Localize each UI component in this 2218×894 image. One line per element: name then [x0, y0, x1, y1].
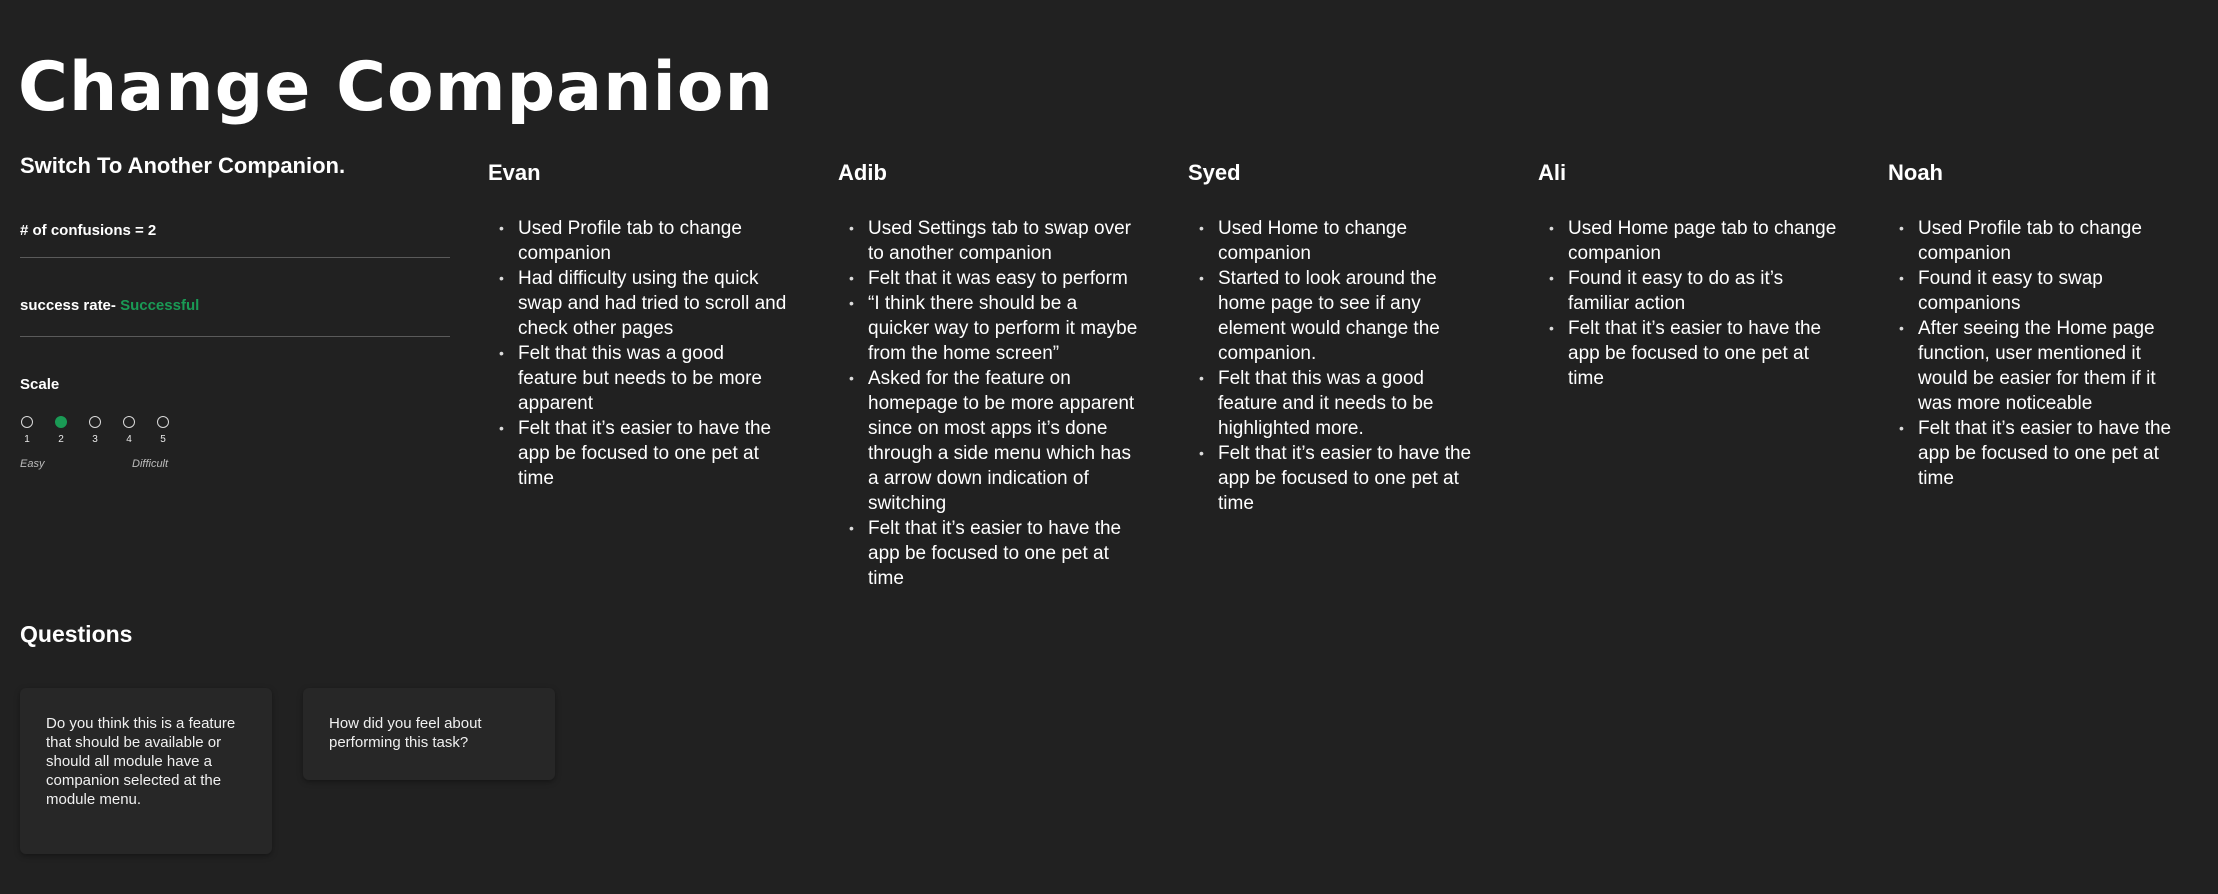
radio-selected-icon [55, 416, 67, 428]
scale-easy-label: Easy [20, 458, 45, 470]
participant-evan [488, 159, 788, 491]
note-item [1888, 266, 2188, 316]
bullet-icon: • [1199, 220, 1204, 236]
participant-noah [1888, 159, 2188, 491]
bullet-icon: • [499, 420, 504, 436]
bullet-icon: • [849, 220, 854, 236]
bullet-icon: • [1899, 420, 1904, 436]
question-card: Do you think this is a feature that should be available or should all module have a companion selected at the module menu. [20, 688, 272, 854]
notes-list [1538, 216, 1838, 391]
scale-difficult-label: Difficult [132, 458, 169, 470]
bullet-icon: • [499, 220, 504, 236]
note-item [1188, 366, 1488, 441]
participant-name: Noah [1888, 160, 1943, 185]
notes-list [838, 216, 1138, 591]
task-subtitle: Switch To Another Companion. [20, 153, 346, 178]
scale-option-4[interactable] [122, 416, 136, 446]
note-text: “I think there should be a quicker way to perform it maybe from the home screen” [868, 293, 1138, 364]
note-text: Felt that it’s easier to have the app be focused to one pet at time [1568, 318, 1822, 389]
note-text: Asked for the feature on homepage to be more apparent since on most apps it’s done through a side menu which has a arrow down indication of switching [868, 368, 1135, 514]
bullet-icon: • [1549, 220, 1554, 236]
bullet-icon: • [849, 370, 854, 386]
difficulty-scale [20, 416, 180, 450]
note-text: After seeing the Home page function, user mentioned it would be easier for them if it was more noticeable [1918, 318, 2156, 414]
note-item [488, 341, 788, 416]
scale-option-1[interactable] [20, 416, 34, 446]
bullet-icon: • [1199, 445, 1204, 461]
note-text: Used Settings tab to swap over to another companion [868, 218, 1131, 264]
note-item [1888, 216, 2188, 266]
note-text: Had difficulty using the quick swap and had tried to scroll and check other pages [518, 268, 787, 339]
note-item [488, 266, 788, 341]
scale-option-2[interactable] [54, 416, 68, 446]
notes-list [1188, 216, 1488, 516]
participant-syed [1188, 159, 1488, 516]
scale-option-label: 3 [92, 434, 98, 445]
question-card: How did you feel about performing this task? [303, 688, 555, 780]
note-text: Found it easy to swap companions [1918, 268, 2103, 314]
bullet-icon: • [1199, 370, 1204, 386]
divider [20, 336, 450, 337]
note-item [838, 291, 1138, 366]
note-text: Used Profile tab to change companion [518, 218, 742, 264]
note-item [1538, 316, 1838, 391]
radio-icon [157, 416, 169, 428]
note-item [838, 366, 1138, 516]
success-rate-value: Successful [120, 297, 200, 314]
note-text: Used Profile tab to change companion [1918, 218, 2142, 264]
note-text: Felt that it’s easier to have the app be focused to one pet at time [868, 518, 1122, 589]
note-item [488, 416, 788, 491]
radio-icon [21, 416, 33, 428]
success-rate-label: success rate- [20, 297, 121, 314]
note-item [488, 216, 788, 266]
bullet-icon: • [499, 270, 504, 286]
note-text: Found it easy to do as it’s familiar action [1568, 268, 1784, 314]
radio-icon [89, 416, 101, 428]
note-item [1538, 216, 1838, 266]
page-title: Change Companion [18, 48, 774, 127]
scale-option-5[interactable] [156, 416, 170, 446]
bullet-icon: • [1549, 270, 1554, 286]
participant-name: Adib [838, 160, 887, 185]
note-item [1188, 441, 1488, 516]
scale-option-label: 2 [58, 434, 64, 445]
note-item [1538, 266, 1838, 316]
participant-name: Syed [1188, 160, 1241, 185]
note-text: Felt that it’s easier to have the app be focused to one pet at time [1218, 443, 1472, 514]
bullet-icon: • [1899, 320, 1904, 336]
note-item [1188, 216, 1488, 266]
participant-name: Ali [1538, 160, 1567, 185]
note-text: Used Home page tab to change companion [1568, 218, 1837, 264]
note-text: Felt that it was easy to perform [868, 268, 1128, 289]
bullet-icon: • [1899, 270, 1904, 286]
bullet-icon: • [1549, 320, 1554, 336]
divider [20, 257, 450, 258]
note-text: Used Home to change companion [1218, 218, 1408, 264]
scale-option-label: 5 [160, 434, 166, 445]
participant-adib [838, 159, 1138, 591]
notes-list [1888, 216, 2188, 491]
scale-option-3[interactable] [88, 416, 102, 446]
confusions-count: # of confusions = 2 [20, 222, 157, 239]
bullet-icon: • [1199, 270, 1204, 286]
note-text: Felt that this was a good feature but needs to be more apparent [518, 343, 762, 414]
scale-option-label: 1 [24, 434, 30, 445]
notes-list [488, 216, 788, 491]
note-item [838, 266, 1138, 291]
note-item [1888, 416, 2188, 491]
note-text: Felt that this was a good feature and it needs to be highlighted more. [1218, 368, 1434, 439]
bullet-icon: • [849, 270, 854, 286]
note-item [1188, 266, 1488, 366]
bullet-icon: • [849, 295, 854, 311]
bullet-icon: • [499, 345, 504, 361]
note-item [1888, 316, 2188, 416]
questions-heading: Questions [20, 621, 133, 647]
bullet-icon: • [1899, 220, 1904, 236]
note-item [838, 516, 1138, 591]
note-text: Started to look around the home page to see if any element would change the companion. [1218, 268, 1440, 364]
scale-label: Scale [20, 376, 60, 393]
success-rate [20, 296, 199, 316]
bullet-icon: • [849, 520, 854, 536]
note-text: Felt that it’s easier to have the app be focused to one pet at time [518, 418, 772, 489]
note-text: Felt that it’s easier to have the app be focused to one pet at time [1918, 418, 2172, 489]
radio-icon [123, 416, 135, 428]
participant-name: Evan [488, 160, 541, 185]
participant-ali [1538, 159, 1838, 391]
scale-option-label: 4 [126, 434, 132, 445]
note-item [838, 216, 1138, 266]
